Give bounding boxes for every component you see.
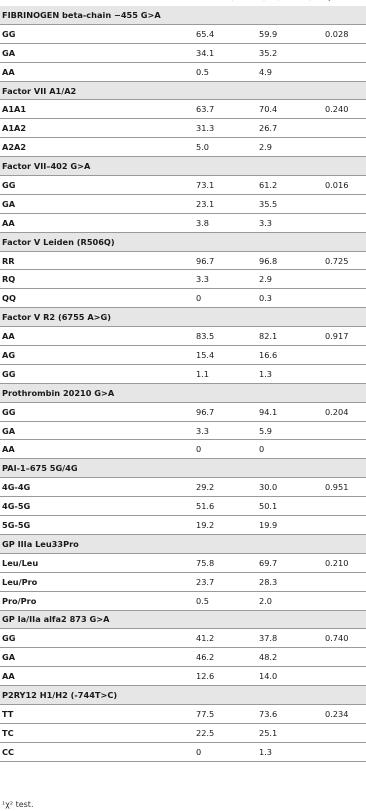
- no-mi-percent: 15.4: [194, 346, 257, 365]
- genotype-label: GG: [0, 364, 194, 383]
- genotype-label: QQ: [0, 289, 194, 308]
- section-title: Prothrombin 20210 G>A: [0, 383, 366, 402]
- genotype-label: CC: [0, 742, 194, 761]
- no-mi-percent: 73.1: [194, 176, 257, 195]
- no-mi-percent: 77.5: [194, 704, 257, 723]
- mi-percent: 73.6: [257, 704, 319, 723]
- genotype-label: Pro/Pro: [0, 591, 194, 610]
- header-p: [328, 0, 334, 1]
- table-section-header: [0, 308, 366, 327]
- section-title: Factor VII A1/A2: [0, 81, 366, 100]
- table-row: [0, 572, 366, 591]
- p-value: 0.951: [319, 478, 366, 497]
- p-value: [319, 440, 366, 459]
- table-row: [0, 251, 366, 270]
- mi-percent: 61.2: [257, 176, 319, 195]
- table-row: [0, 629, 366, 648]
- table-section-header: [0, 459, 366, 478]
- p-value: [319, 213, 366, 232]
- section-title: GP Ia/IIa alfa2 873 G>A: [0, 610, 366, 629]
- table-section-header: [0, 6, 366, 24]
- no-mi-percent: 75.8: [194, 553, 257, 572]
- table-section-header: [0, 610, 366, 629]
- table-body: [0, 6, 366, 761]
- genotype-label: TT: [0, 704, 194, 723]
- mi-percent: 28.3: [257, 572, 319, 591]
- mi-percent: 0: [257, 440, 319, 459]
- table-row: [0, 119, 366, 138]
- section-title: Factor VII–402 G>A: [0, 157, 366, 176]
- mi-percent: 2.9: [257, 138, 319, 157]
- genotype-label: AA: [0, 327, 194, 346]
- mi-percent: 48.2: [257, 648, 319, 667]
- genotype-label: GA: [0, 194, 194, 213]
- table-section-header: [0, 232, 366, 251]
- genotype-label: RR: [0, 251, 194, 270]
- no-mi-percent: 31.3: [194, 119, 257, 138]
- table-row: [0, 346, 366, 365]
- table-row: [0, 100, 366, 119]
- genotype-label: Leu/Leu: [0, 553, 194, 572]
- mi-percent: 1.3: [257, 364, 319, 383]
- mi-percent: 82.1: [257, 327, 319, 346]
- p-value: [319, 62, 366, 81]
- no-mi-percent: 0: [194, 742, 257, 761]
- no-mi-percent: 83.5: [194, 327, 257, 346]
- genotype-label: GG: [0, 402, 194, 421]
- no-mi-percent: 0.5: [194, 62, 257, 81]
- p-value: [319, 516, 366, 535]
- mi-percent: 96.8: [257, 251, 319, 270]
- p-value: [319, 289, 366, 308]
- mi-percent: 5.9: [257, 421, 319, 440]
- p-value: 0.917: [319, 327, 366, 346]
- mi-percent: 4.9: [257, 62, 319, 81]
- no-mi-percent: 3.8: [194, 213, 257, 232]
- genotype-label: 4G-5G: [0, 497, 194, 516]
- no-mi-percent: 0: [194, 440, 257, 459]
- table-row: [0, 516, 366, 535]
- p-value: [319, 421, 366, 440]
- table-row: [0, 648, 366, 667]
- table-section-header: [0, 686, 366, 705]
- p-value: 0.234: [319, 704, 366, 723]
- no-mi-percent: 1.1: [194, 364, 257, 383]
- table-row: [0, 327, 366, 346]
- genotype-label: Leu/Pro: [0, 572, 194, 591]
- no-mi-percent: 29.2: [194, 478, 257, 497]
- table-row: [0, 591, 366, 610]
- p-value: [319, 742, 366, 761]
- table-footnote: ¹χ² test.: [2, 800, 34, 809]
- genotype-label: AA: [0, 440, 194, 459]
- table-row: [0, 553, 366, 572]
- table-row: [0, 723, 366, 742]
- section-title: FIBRINOGEN beta-chain −455 G>A: [0, 6, 366, 24]
- genotype-label: A1A2: [0, 119, 194, 138]
- mi-percent: 50.1: [257, 497, 319, 516]
- no-mi-percent: 5.0: [194, 138, 257, 157]
- section-title: P2RY12 H1/H2 (-744T>C): [0, 686, 366, 705]
- table-section-header: [0, 383, 366, 402]
- no-mi-percent: 23.1: [194, 194, 257, 213]
- mi-percent: 16.6: [257, 346, 319, 365]
- mi-percent: 0.3: [257, 289, 319, 308]
- table-row: [0, 704, 366, 723]
- mi-percent: 1.3: [257, 742, 319, 761]
- section-title: GP IIIa Leu33Pro: [0, 534, 366, 553]
- table-row: [0, 364, 366, 383]
- genotype-label: 5G-5G: [0, 516, 194, 535]
- mi-percent: 70.4: [257, 100, 319, 119]
- table-row: [0, 270, 366, 289]
- mi-percent: 94.1: [257, 402, 319, 421]
- mi-percent: 35.5: [257, 194, 319, 213]
- table-row: [0, 478, 366, 497]
- genotype-label: GG: [0, 176, 194, 195]
- header-mi: [262, 0, 312, 1]
- genotype-label: GA: [0, 421, 194, 440]
- mi-percent: 25.1: [257, 723, 319, 742]
- genotype-label: AA: [0, 62, 194, 81]
- p-value: [319, 364, 366, 383]
- p-value: 0.740: [319, 629, 366, 648]
- p-value: [319, 138, 366, 157]
- table-row: [0, 213, 366, 232]
- table-row: [0, 62, 366, 81]
- mi-percent: 37.8: [257, 629, 319, 648]
- no-mi-percent: 0: [194, 289, 257, 308]
- mi-percent: 2.9: [257, 270, 319, 289]
- table-row: [0, 667, 366, 686]
- p-value: 0.725: [319, 251, 366, 270]
- no-mi-percent: 12.6: [194, 667, 257, 686]
- genotype-label: AA: [0, 213, 194, 232]
- p-value: 0.028: [319, 24, 366, 43]
- genotype-label: A1A1: [0, 100, 194, 119]
- mi-percent: 14.0: [257, 667, 319, 686]
- genotype-label: GG: [0, 629, 194, 648]
- no-mi-percent: 3.3: [194, 421, 257, 440]
- table-row: [0, 24, 366, 43]
- table-row: [0, 440, 366, 459]
- mi-percent: 19.9: [257, 516, 319, 535]
- no-mi-percent: 0.5: [194, 591, 257, 610]
- mi-percent: 69.7: [257, 553, 319, 572]
- genotype-label: TC: [0, 723, 194, 742]
- mi-percent: 3.3: [257, 213, 319, 232]
- p-value: [319, 194, 366, 213]
- no-mi-percent: 22.5: [194, 723, 257, 742]
- table-row: [0, 138, 366, 157]
- genotype-label: AA: [0, 667, 194, 686]
- mi-percent: 26.7: [257, 119, 319, 138]
- mi-percent: 35.2: [257, 43, 319, 62]
- table-section-header: [0, 534, 366, 553]
- genotype-label: A2A2: [0, 138, 194, 157]
- mi-percent: 59.9: [257, 24, 319, 43]
- genotype-label: AG: [0, 346, 194, 365]
- no-mi-percent: 65.4: [194, 24, 257, 43]
- no-mi-percent: 96.7: [194, 402, 257, 421]
- no-mi-percent: 19.2: [194, 516, 257, 535]
- p-value: [319, 667, 366, 686]
- table-row: [0, 742, 366, 761]
- no-mi-percent: 3.3: [194, 270, 257, 289]
- p-value: [319, 497, 366, 516]
- mi-percent: 30.0: [257, 478, 319, 497]
- genotype-label: 4G-4G: [0, 478, 194, 497]
- mi-percent: 2.0: [257, 591, 319, 610]
- p-value: [319, 591, 366, 610]
- table-section-header: [0, 81, 366, 100]
- p-value: [319, 648, 366, 667]
- p-value: [319, 43, 366, 62]
- no-mi-percent: 63.7: [194, 100, 257, 119]
- table-row: [0, 497, 366, 516]
- section-title: Factor V R2 (6755 A>G): [0, 308, 366, 327]
- no-mi-percent: 34.1: [194, 43, 257, 62]
- genotype-label: RQ: [0, 270, 194, 289]
- p-value: [319, 270, 366, 289]
- p-value: [319, 346, 366, 365]
- table-row: [0, 289, 366, 308]
- no-mi-percent: 41.2: [194, 629, 257, 648]
- p-value: 0.016: [319, 176, 366, 195]
- p-value: [319, 723, 366, 742]
- p-value: 0.240: [319, 100, 366, 119]
- table-row: [0, 43, 366, 62]
- table-row: [0, 194, 366, 213]
- p-value: [319, 572, 366, 591]
- table-row: [0, 176, 366, 195]
- section-title: PAI-1–675 5G/4G: [0, 459, 366, 478]
- genotype-label: GA: [0, 648, 194, 667]
- p-value: 0.210: [319, 553, 366, 572]
- genotype-label: GG: [0, 24, 194, 43]
- genotype-label: GA: [0, 43, 194, 62]
- header-no-mi: [200, 0, 266, 1]
- p-value: 0.204: [319, 402, 366, 421]
- table-row: [0, 421, 366, 440]
- table-section-header: [0, 157, 366, 176]
- no-mi-percent: 23.7: [194, 572, 257, 591]
- table-row: [0, 402, 366, 421]
- no-mi-percent: 96.7: [194, 251, 257, 270]
- section-title: Factor V Leiden (R506Q): [0, 232, 366, 251]
- genotype-frequency-table: [0, 6, 366, 762]
- p-value: [319, 119, 366, 138]
- no-mi-percent: 46.2: [194, 648, 257, 667]
- no-mi-percent: 51.6: [194, 497, 257, 516]
